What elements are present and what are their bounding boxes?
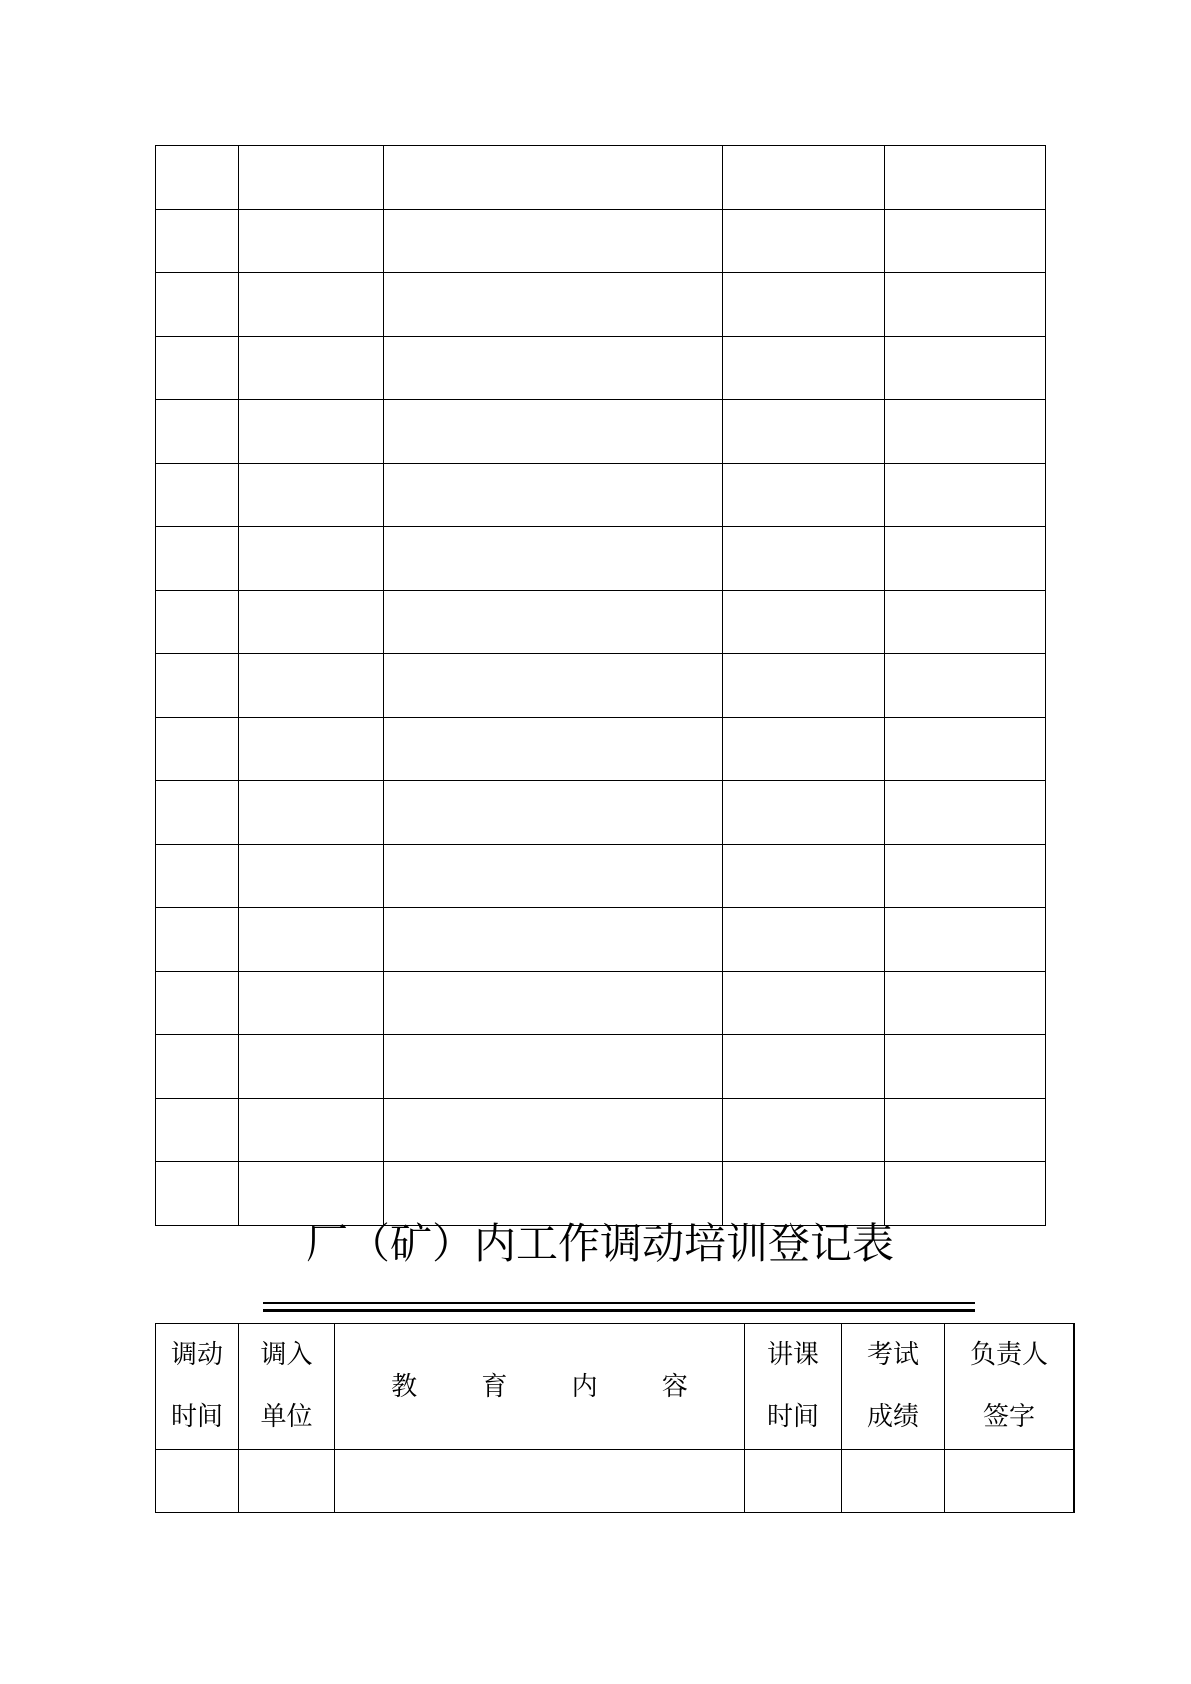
table-row bbox=[156, 336, 1046, 400]
table-row bbox=[156, 209, 1046, 273]
table-cell[interactable] bbox=[384, 590, 723, 654]
header-row bbox=[156, 1324, 1074, 1450]
table-cell[interactable] bbox=[239, 1162, 384, 1226]
table-row bbox=[156, 1450, 1074, 1513]
table-cell[interactable] bbox=[239, 1035, 384, 1099]
table-row bbox=[156, 1035, 1046, 1099]
table-cell[interactable] bbox=[239, 1098, 384, 1162]
table-cell[interactable] bbox=[384, 209, 723, 273]
table-cell[interactable] bbox=[156, 654, 239, 718]
table-cell[interactable] bbox=[384, 527, 723, 591]
table-cell[interactable] bbox=[885, 908, 1046, 972]
form-title: 厂（矿）内工作调动培训登记表 bbox=[305, 1219, 894, 1268]
table-cell[interactable] bbox=[885, 654, 1046, 718]
table-row bbox=[156, 590, 1046, 654]
table-row bbox=[156, 971, 1046, 1035]
table-cell[interactable] bbox=[723, 1098, 885, 1162]
table-cell[interactable] bbox=[723, 1162, 885, 1226]
header-transfer-unit: 调入 单位 bbox=[239, 1324, 335, 1450]
table-cell[interactable] bbox=[723, 654, 885, 718]
table-cell[interactable] bbox=[885, 146, 1046, 210]
table-cell[interactable] bbox=[156, 1035, 239, 1099]
table-cell[interactable] bbox=[239, 844, 384, 908]
table-row bbox=[156, 463, 1046, 527]
table-cell[interactable] bbox=[885, 527, 1046, 591]
table-cell[interactable] bbox=[723, 463, 885, 527]
table-cell[interactable] bbox=[885, 971, 1046, 1035]
table-cell[interactable] bbox=[384, 463, 723, 527]
table-row bbox=[156, 1162, 1046, 1226]
table-row bbox=[156, 1098, 1046, 1162]
table-cell[interactable] bbox=[384, 146, 723, 210]
table-cell[interactable] bbox=[156, 781, 239, 845]
table-cell[interactable] bbox=[156, 400, 239, 464]
table-cell[interactable] bbox=[723, 146, 885, 210]
table-cell[interactable] bbox=[885, 1035, 1046, 1099]
table-cell[interactable] bbox=[723, 908, 885, 972]
table-cell[interactable] bbox=[842, 1450, 945, 1513]
table-cell[interactable] bbox=[239, 400, 384, 464]
table-cell[interactable] bbox=[156, 273, 239, 337]
table-cell[interactable] bbox=[745, 1450, 842, 1513]
table-cell[interactable] bbox=[156, 146, 239, 210]
table-cell[interactable] bbox=[885, 273, 1046, 337]
table-cell[interactable] bbox=[885, 209, 1046, 273]
table-cell[interactable] bbox=[384, 400, 723, 464]
table-cell[interactable] bbox=[885, 1162, 1046, 1226]
table-row bbox=[156, 717, 1046, 781]
table-cell[interactable] bbox=[156, 590, 239, 654]
table-cell[interactable] bbox=[723, 971, 885, 1035]
table-cell[interactable] bbox=[384, 1162, 723, 1226]
header-responsible-signature: 负责人 签字 bbox=[945, 1324, 1074, 1450]
table-cell[interactable] bbox=[945, 1450, 1074, 1513]
table-cell[interactable] bbox=[384, 781, 723, 845]
table-cell[interactable] bbox=[239, 971, 384, 1035]
header-exam-score: 考试 成绩 bbox=[842, 1324, 945, 1450]
table-cell[interactable] bbox=[239, 590, 384, 654]
table-cell[interactable] bbox=[723, 527, 885, 591]
table-cell[interactable] bbox=[384, 1098, 723, 1162]
table-cell[interactable] bbox=[723, 844, 885, 908]
table-cell[interactable] bbox=[156, 717, 239, 781]
table-cell[interactable] bbox=[384, 1035, 723, 1099]
table-cell[interactable] bbox=[239, 654, 384, 718]
table-cell[interactable] bbox=[156, 463, 239, 527]
table-row bbox=[156, 273, 1046, 337]
table-cell[interactable] bbox=[156, 1450, 239, 1513]
table-cell[interactable] bbox=[885, 400, 1046, 464]
table-cell[interactable] bbox=[239, 146, 384, 210]
table-cell[interactable] bbox=[885, 844, 1046, 908]
table-cell[interactable] bbox=[156, 209, 239, 273]
table-cell[interactable] bbox=[239, 273, 384, 337]
table-cell[interactable] bbox=[723, 781, 885, 845]
title-rule-thin bbox=[263, 1302, 975, 1304]
table-cell[interactable] bbox=[384, 654, 723, 718]
table-row bbox=[156, 781, 1046, 845]
table-cell[interactable] bbox=[723, 336, 885, 400]
table-cell[interactable] bbox=[239, 1450, 335, 1513]
table-cell[interactable] bbox=[156, 1098, 239, 1162]
table-cell[interactable] bbox=[723, 273, 885, 337]
table-cell[interactable] bbox=[156, 908, 239, 972]
header-lecture-time: 讲课 时间 bbox=[745, 1324, 842, 1450]
table-cell[interactable] bbox=[239, 209, 384, 273]
table-cell[interactable] bbox=[723, 1035, 885, 1099]
table-row bbox=[156, 400, 1046, 464]
table-cell[interactable] bbox=[239, 336, 384, 400]
table-cell[interactable] bbox=[156, 844, 239, 908]
table-double-edge bbox=[1073, 1323, 1075, 1513]
table-cell[interactable] bbox=[156, 336, 239, 400]
table-row bbox=[156, 146, 1046, 210]
header-education-content: 教 育 内 容 bbox=[335, 1324, 745, 1450]
table-cell[interactable] bbox=[384, 844, 723, 908]
table-cell[interactable] bbox=[384, 717, 723, 781]
table-cell[interactable] bbox=[885, 717, 1046, 781]
continuation-table bbox=[155, 145, 1046, 1226]
table-cell[interactable] bbox=[156, 971, 239, 1035]
table-cell[interactable] bbox=[384, 908, 723, 972]
table-row bbox=[156, 908, 1046, 972]
table-cell[interactable] bbox=[885, 336, 1046, 400]
table-row bbox=[156, 527, 1046, 591]
table-cell[interactable] bbox=[723, 717, 885, 781]
table-cell[interactable] bbox=[384, 971, 723, 1035]
table-cell[interactable] bbox=[723, 400, 885, 464]
registration-table bbox=[155, 1323, 1074, 1513]
table-row bbox=[156, 654, 1046, 718]
table-cell[interactable] bbox=[156, 527, 239, 591]
table-cell[interactable] bbox=[156, 1162, 239, 1226]
table-cell[interactable] bbox=[239, 463, 384, 527]
table-cell[interactable] bbox=[885, 590, 1046, 654]
table-cell[interactable] bbox=[885, 781, 1046, 845]
table-cell[interactable] bbox=[335, 1450, 745, 1513]
table-cell[interactable] bbox=[239, 908, 384, 972]
table-row bbox=[156, 844, 1046, 908]
table-cell[interactable] bbox=[885, 463, 1046, 527]
table-cell[interactable] bbox=[723, 590, 885, 654]
table-cell[interactable] bbox=[723, 209, 885, 273]
table-cell[interactable] bbox=[239, 717, 384, 781]
table-cell[interactable] bbox=[384, 273, 723, 337]
header-transfer-time: 调动 时间 bbox=[156, 1324, 239, 1450]
table-cell[interactable] bbox=[885, 1098, 1046, 1162]
table-cell[interactable] bbox=[239, 527, 384, 591]
table-cell[interactable] bbox=[384, 336, 723, 400]
title-rule-thick bbox=[263, 1309, 975, 1312]
table-cell[interactable] bbox=[239, 781, 384, 845]
